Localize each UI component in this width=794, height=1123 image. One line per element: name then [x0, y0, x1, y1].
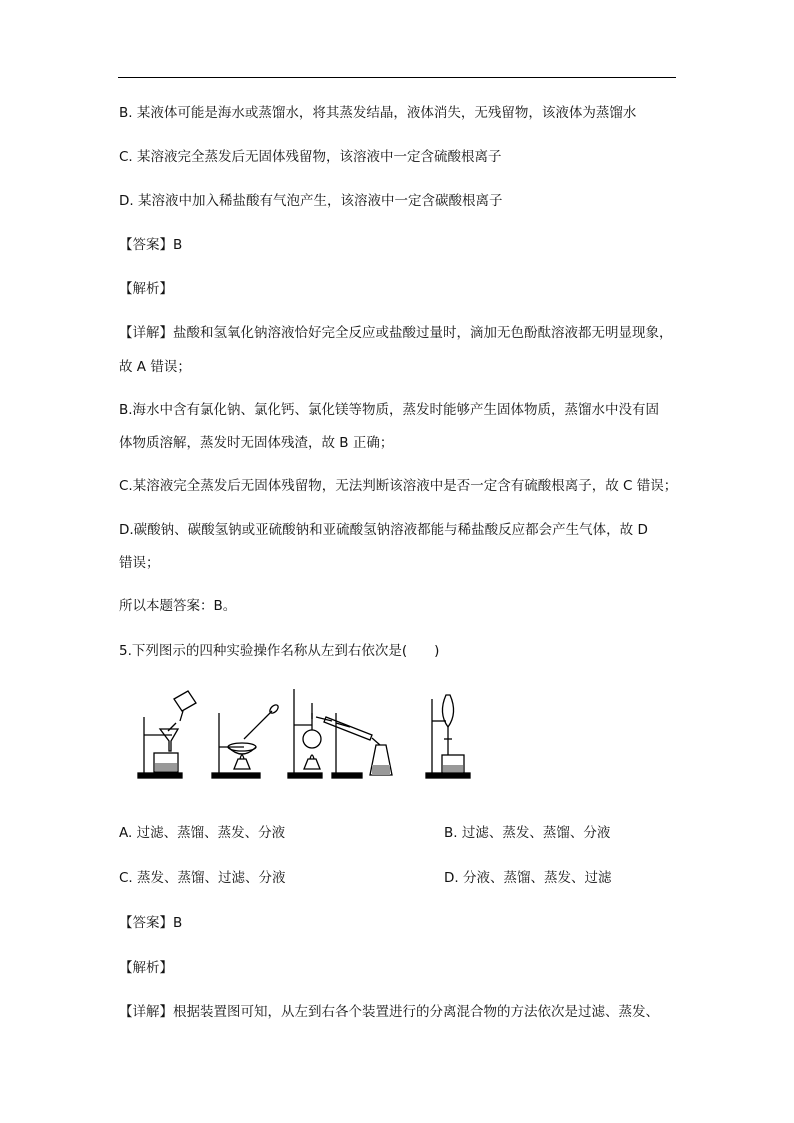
question-5-stem: 5.下列图示的四种实验操作名称从左到右依次是( )	[119, 643, 440, 659]
option-c-text: C. 某溶液完全蒸发后无固体残留物，该溶液中一定含硫酸根离子	[119, 149, 502, 165]
evaporation-apparatus-icon	[212, 703, 280, 778]
answer-label-2: 【答案】B	[119, 915, 183, 931]
detail-line-7: 错误；	[119, 555, 160, 571]
detail-line-q5: 【详解】根据装置图可知，从左到右各个装置进行的分离混合物的方法依次是过滤、蒸发、	[119, 1004, 659, 1020]
analysis-label: 【解析】	[119, 281, 173, 297]
detail-line-1: 【详解】盐酸和氢氧化钠溶液恰好完全反应或盐酸过量时，滴加无色酚酞溶液都无明显现象，	[119, 325, 673, 341]
filtration-apparatus-icon	[138, 691, 196, 778]
apparatus-figure	[136, 683, 472, 783]
option-d-text: D. 某溶液中加入稀盐酸有气泡产生，该溶液中一定含碳酸根离子	[119, 193, 503, 209]
header-rule	[118, 77, 676, 78]
detail-line-4: 体物质溶解，蒸发时无固体残渣，故 B 正确；	[119, 435, 394, 451]
distillation-apparatus-icon	[288, 689, 392, 778]
separatory-funnel-icon	[426, 695, 470, 778]
conclusion-line: 所以本题答案：B。	[119, 598, 237, 614]
detail-line-6: D.碳酸钠、碳酸氢钠或亚硫酸钠和亚硫酸氢钠溶液都能与稀盐酸反应都会产生气体，故 D	[119, 522, 648, 538]
option-b: B. 过滤、蒸发、蒸馏、分液	[444, 825, 611, 841]
detail-line-3: B.海水中含有氯化钠、氯化钙、氯化镁等物质，蒸发时能够产生固体物质，蒸馏水中没有固	[119, 402, 660, 418]
option-c: C. 蒸发、蒸馏、过滤、分液	[119, 870, 286, 886]
detail-line-2: 故 A 错误；	[119, 359, 191, 375]
option-d: D. 分液、蒸馏、蒸发、过滤	[444, 870, 612, 886]
answer-label: 【答案】B	[119, 237, 183, 253]
option-b-text: B. 某液体可能是海水或蒸馏水，将其蒸发结晶，液体消失，无残留物，该液体为蒸馏水	[119, 105, 637, 121]
analysis-label-2: 【解析】	[119, 960, 173, 976]
detail-line-5: C.某溶液完全蒸发后无固体残留物，无法判断该溶液中是否一定含有硫酸根离子，故 C 错误；	[119, 478, 678, 494]
option-a: A. 过滤、蒸馏、蒸发、分液	[119, 825, 286, 841]
